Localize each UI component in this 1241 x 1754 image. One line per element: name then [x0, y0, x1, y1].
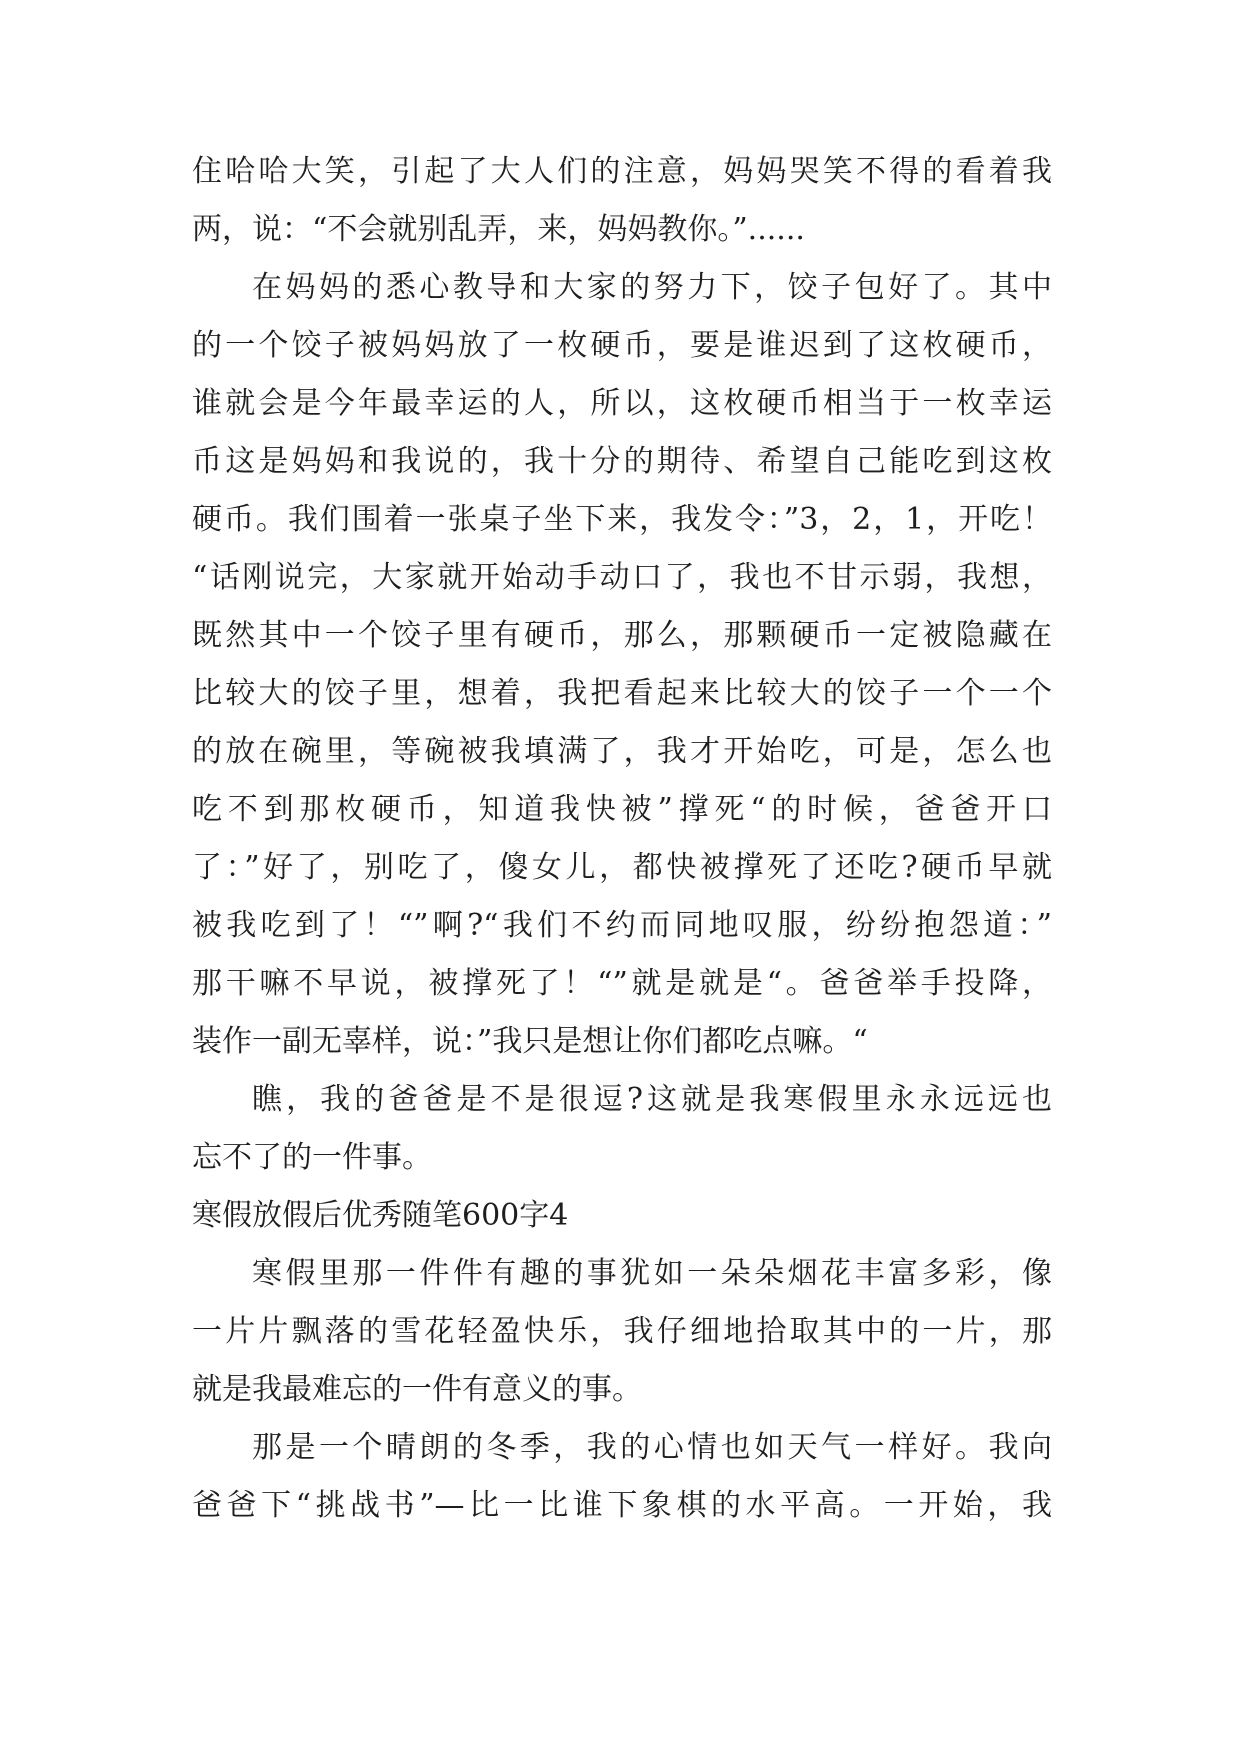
text-line: 硬币。我们围着一张桌子坐下来，我发令：”3，2，1，开吃！: [192, 502, 1052, 537]
text-line: 一片片飘落的雪花轻盈快乐，我仔细地拾取其中的一片，那: [192, 1314, 1052, 1349]
paragraph-first-line: 那是一个晴朗的冬季，我的心情也如天气一样好。我向: [252, 1430, 1052, 1465]
text-line: 既然其中一个饺子里有硬币，那么，那颗硬币一定被隐藏在: [192, 618, 1052, 653]
text-line: “话刚说完，大家就开始动手动口了，我也不甘示弱，我想，: [192, 560, 1052, 595]
text-line: 了：”好了，别吃了，傻女儿，都快被撑死了还吃?硬币早就: [192, 850, 1052, 885]
text-line: 的放在碗里，等碗被我填满了，我才开始吃，可是，怎么也: [192, 734, 1052, 769]
text-line: 住哈哈大笑，引起了大人们的注意，妈妈哭笑不得的看着我: [192, 154, 1052, 189]
text-line: 被我吃到了！“”啊?“我们不约而同地叹服，纷纷抱怨道：”: [192, 908, 1052, 943]
text-line: 币这是妈妈和我说的，我十分的期待、希望自己能吃到这枚: [192, 444, 1052, 479]
text-line: 比较大的饺子里，想着，我把看起来比较大的饺子一个一个: [192, 676, 1052, 711]
text-line: 那干嘛不早说，被撑死了！“”就是就是“。爸爸举手投降，: [192, 966, 1052, 1001]
text-line: 忘不了的一件事。: [192, 1140, 432, 1175]
text-line: 吃不到那枚硬币，知道我快被”撑死“的时候，爸爸开口: [192, 792, 1052, 827]
paragraph-first-line: 瞧，我的爸爸是不是很逗?这就是我寒假里永永远远也: [252, 1082, 1052, 1117]
paragraph-first-line: 在妈妈的悉心教导和大家的努力下，饺子包好了。其中: [252, 270, 1052, 305]
text-line: 装作一副无辜样，说：”我只是想让你们都吃点嘛。“: [192, 1024, 868, 1059]
text-line: 谁就会是今年最幸运的人，所以，这枚硬币相当于一枚幸运: [192, 386, 1052, 421]
section-heading: 寒假放假后优秀随笔600字4: [192, 1198, 569, 1233]
text-line: 两，说：“不会就别乱弄，来，妈妈教你。”......: [192, 212, 805, 247]
paragraph-first-line: 寒假里那一件件有趣的事犹如一朵朵烟花丰富多彩，像: [252, 1256, 1052, 1291]
text-line: 就是我最难忘的一件有意义的事。: [192, 1372, 642, 1407]
text-line: 的一个饺子被妈妈放了一枚硬币，要是谁迟到了这枚硬币，: [192, 328, 1052, 363]
text-line: 爸爸下“挑战书”—比一比谁下象棋的水平高。一开始，我: [192, 1488, 1052, 1523]
